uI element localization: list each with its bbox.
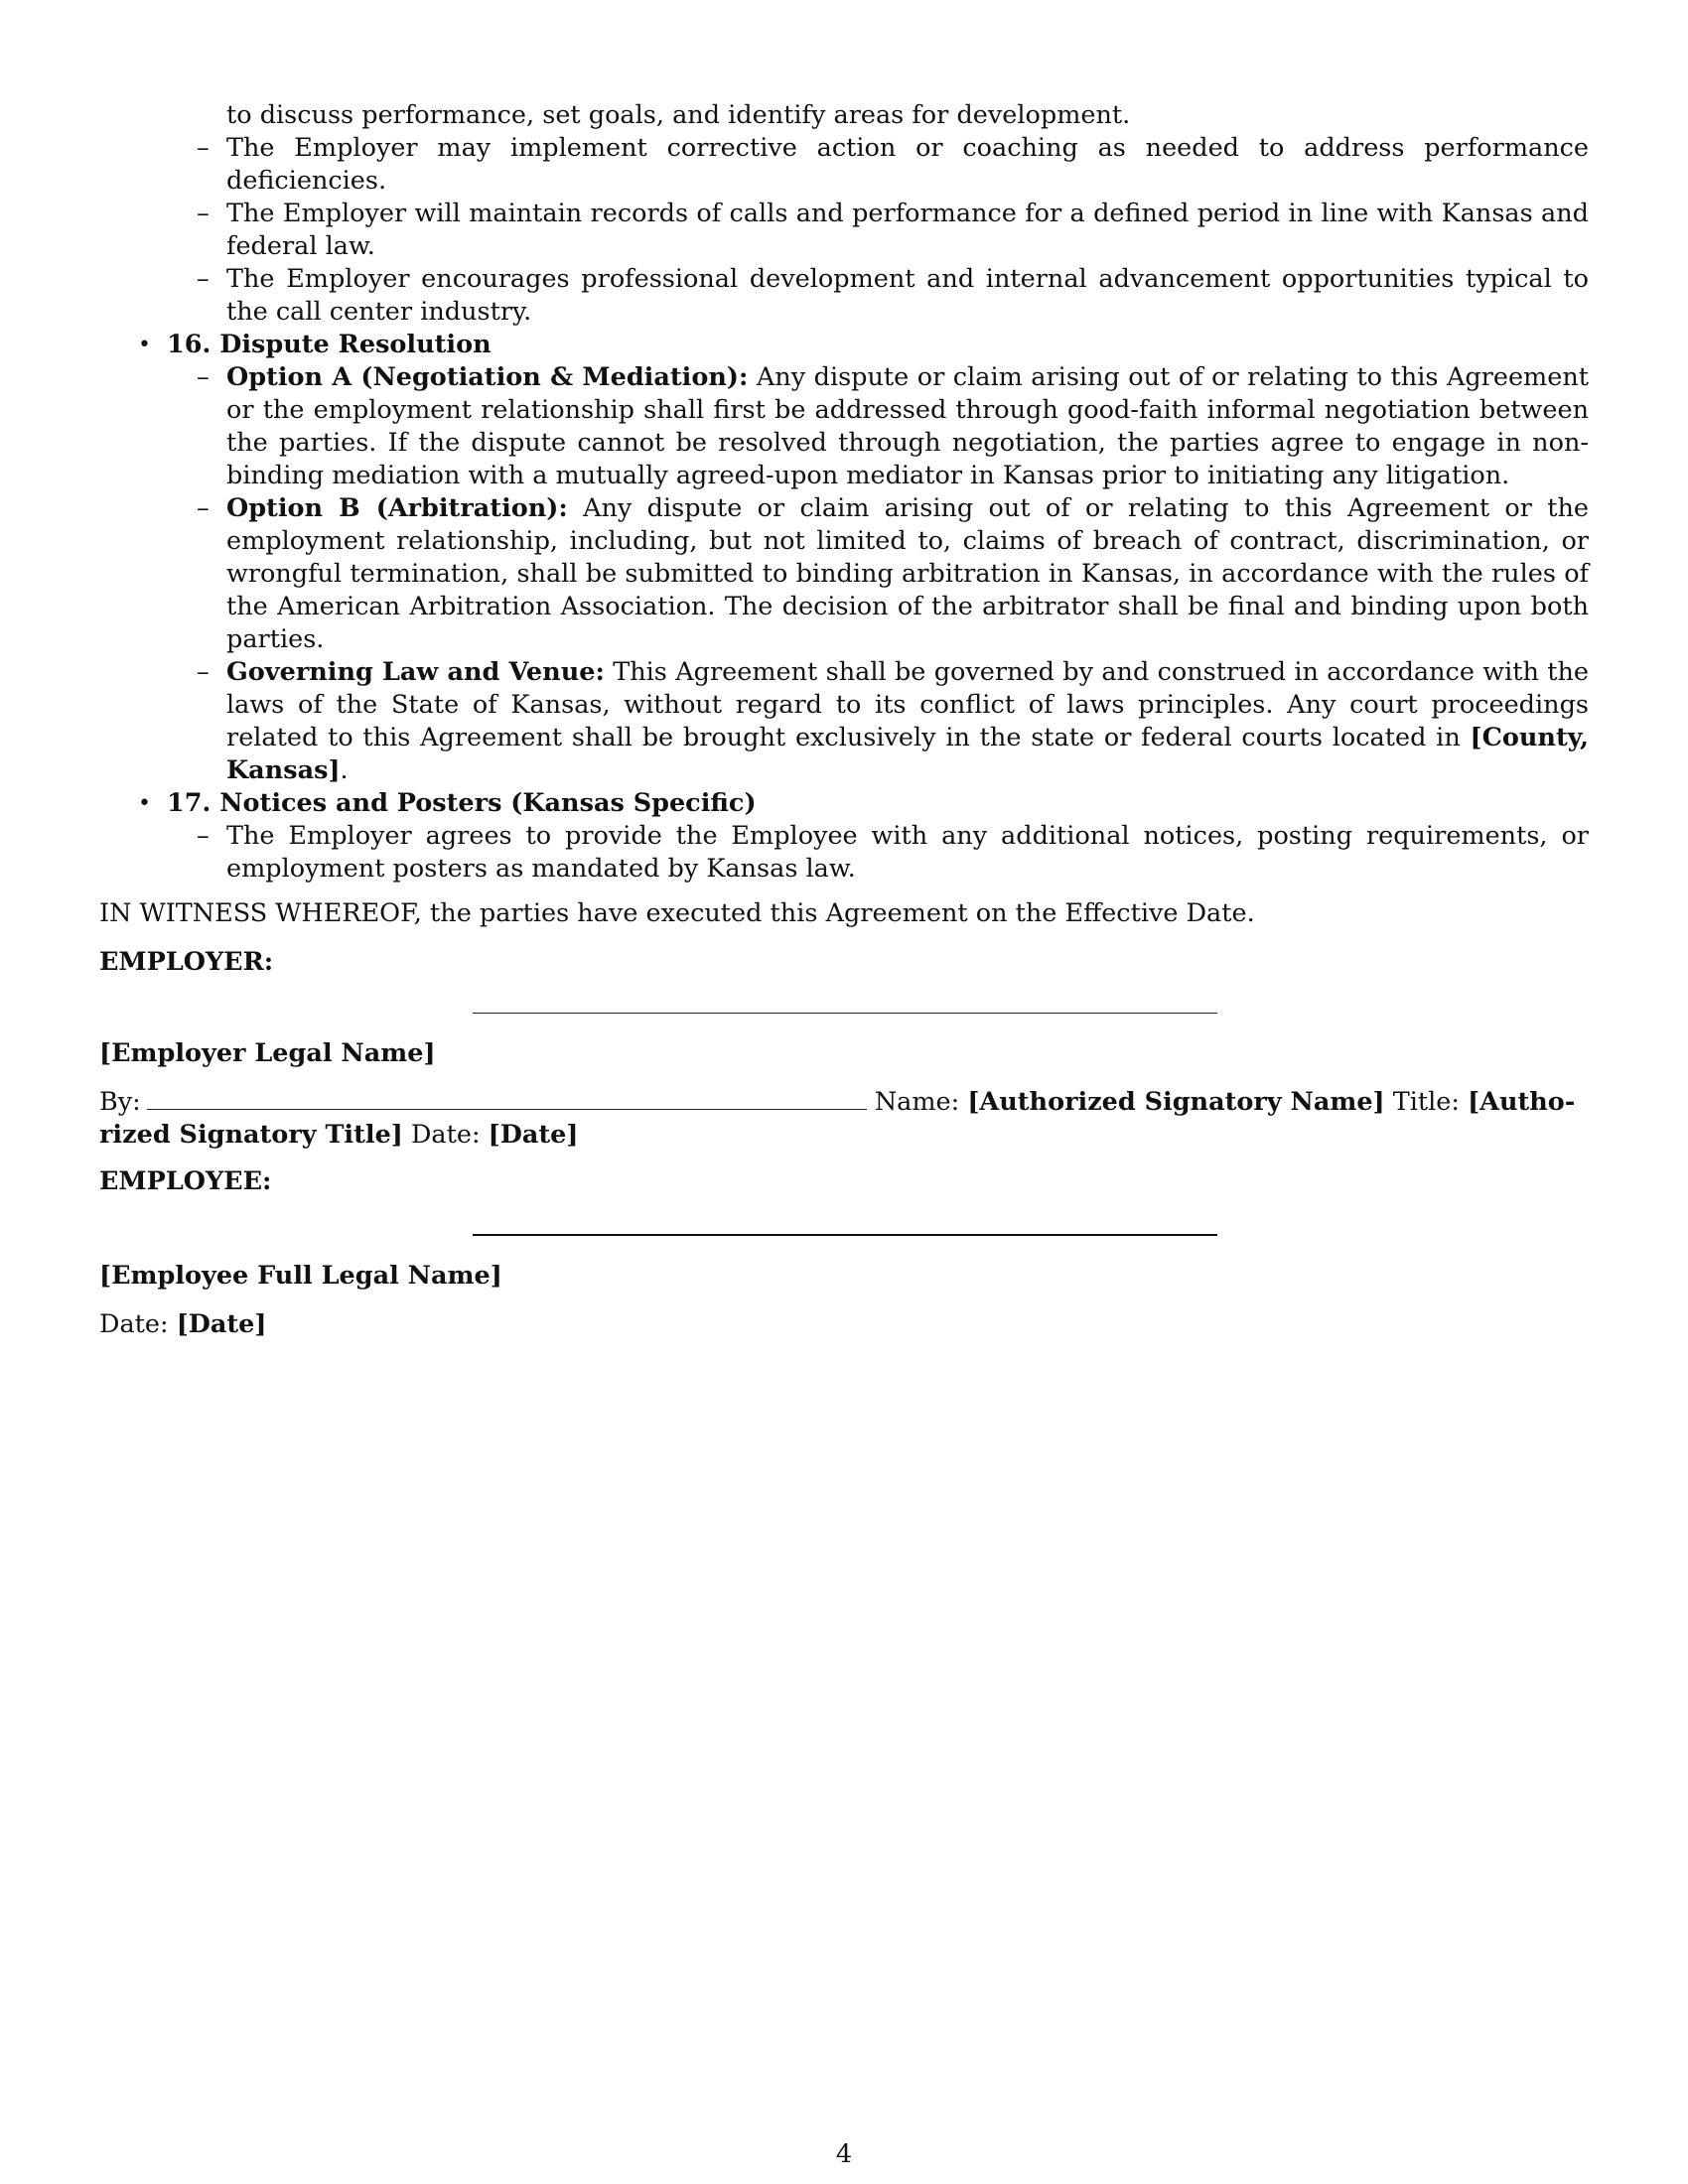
dash-bullet-icon: –: [197, 657, 210, 687]
governing-law-text: This Agreement shall be governed by and construed in accordance with the laws of the State of Kansas, without regard to its conflict of laws principles. Any court proceedings related to this Agreement shall be brought exclusively in the state or federal courts located in: [226, 657, 1589, 752]
employee-legal-name: [Employee Full Legal Name]: [99, 1261, 502, 1291]
dash-bullet-icon: –: [197, 133, 210, 163]
page-content: [99, 99, 1589, 1341]
list-item: – The Employer encourages professional development and internal advancement opportunities typical to the call center industry.: [197, 264, 1589, 327]
county-placeholder: [County, Kansas]: [226, 723, 1589, 785]
section-17: [138, 787, 1589, 820]
list-item: – The Employer will maintain records of calls and performance for a defined period in line with Kansas and federal law.: [197, 199, 1589, 261]
dash-bullet-icon: –: [197, 362, 210, 392]
employee-heading: EMPLOYEE:: [99, 1166, 272, 1196]
employer-heading: EMPLOYER:: [99, 947, 274, 977]
section-17-title: 17. Notices and Posters (Kansas Specific): [167, 788, 757, 818]
signatory-title-part2: rized Signatory Title]: [99, 1120, 403, 1150]
signatory-name: [Authorized Signatory Name]: [967, 1087, 1385, 1117]
dash-bullet-icon: –: [197, 199, 210, 228]
employer-date: [Date]: [488, 1120, 579, 1150]
option-b-label: Option B (Arbitration):: [226, 493, 568, 523]
list-item: – The Employer agrees to provide the Employee with any additional notices, posting requirements, or employment posters as mandated by Kansas law.: [197, 821, 1589, 884]
governing-law-label: Governing Law and Venue:: [226, 657, 605, 687]
option-a-item: [197, 361, 1589, 492]
employer-legal-name: [Employer Legal Name]: [99, 1038, 436, 1068]
employee-signature-line[interactable]: [473, 1234, 1217, 1236]
by-signature-line[interactable]: [147, 1089, 867, 1110]
bullet-icon: •: [138, 791, 151, 816]
option-b-text: Any dispute or claim arising out of or relating to this Agreement or the employment relationship, including, but not limited to, claims of breach of contract, discrimination, or wrongful termination, shall be submitted to binding arbitration in Kansas, in accordance with the rules of the American Arbitration Association. The decision of the arbitrator shall be final and binding upon both parties.: [226, 493, 1589, 654]
page-number: 4: [835, 2139, 853, 2169]
governing-law-item: – Governing Law and Venue: This Agreement shall be governed by and construed in accordance with the laws of the State of Kansas, without regard to its conflict of laws principles. Any court proceedings related to this Agreement shall be brought exclusively in the state or federal courts located in [County, Kansas].: [197, 657, 1589, 785]
employer-signatory-block: By: Name: [Authorized Signatory Name] Title: [Autho- rized Signatory Title] Date: [Date]: [99, 1087, 1576, 1150]
dash-bullet-icon: –: [197, 264, 210, 294]
option-a-text: Any dispute or claim arising out of or relating to this Agreement or the employment relationship shall first be addressed through good-faith informal negotiation between the parties. If the dispute cannot be resolved through negotiation, the parties agree to engage in non-binding mediation with a mutually agreed-upon mediator in Kansas prior to initiating any litigation.: [226, 362, 1589, 490]
section-16-title: 16. Dispute Resolution: [167, 330, 492, 359]
dash-bullet-icon: –: [197, 821, 210, 851]
continuation-text: to discuss performance, set goals, and identify areas for development.: [226, 100, 1131, 130]
bullet-icon: •: [138, 333, 151, 357]
employer-signature-line[interactable]: [473, 1013, 1217, 1014]
list-item: – The Employer may implement corrective action or coaching as needed to address performance deficiencies.: [197, 133, 1589, 196]
witness-statement: IN WITNESS WHEREOF, the parties have executed this Agreement on the Effective Date.: [99, 898, 1255, 928]
option-b-item: [197, 492, 1589, 656]
employee-date: [Date]: [176, 1309, 267, 1339]
option-a-label: Option A (Negotiation & Mediation):: [226, 362, 749, 392]
section-16: [138, 329, 1589, 361]
dash-bullet-icon: –: [197, 493, 210, 523]
signatory-title-part1: [Autho-: [1468, 1087, 1576, 1117]
employee-date-line: Date: [Date]: [99, 1309, 267, 1339]
